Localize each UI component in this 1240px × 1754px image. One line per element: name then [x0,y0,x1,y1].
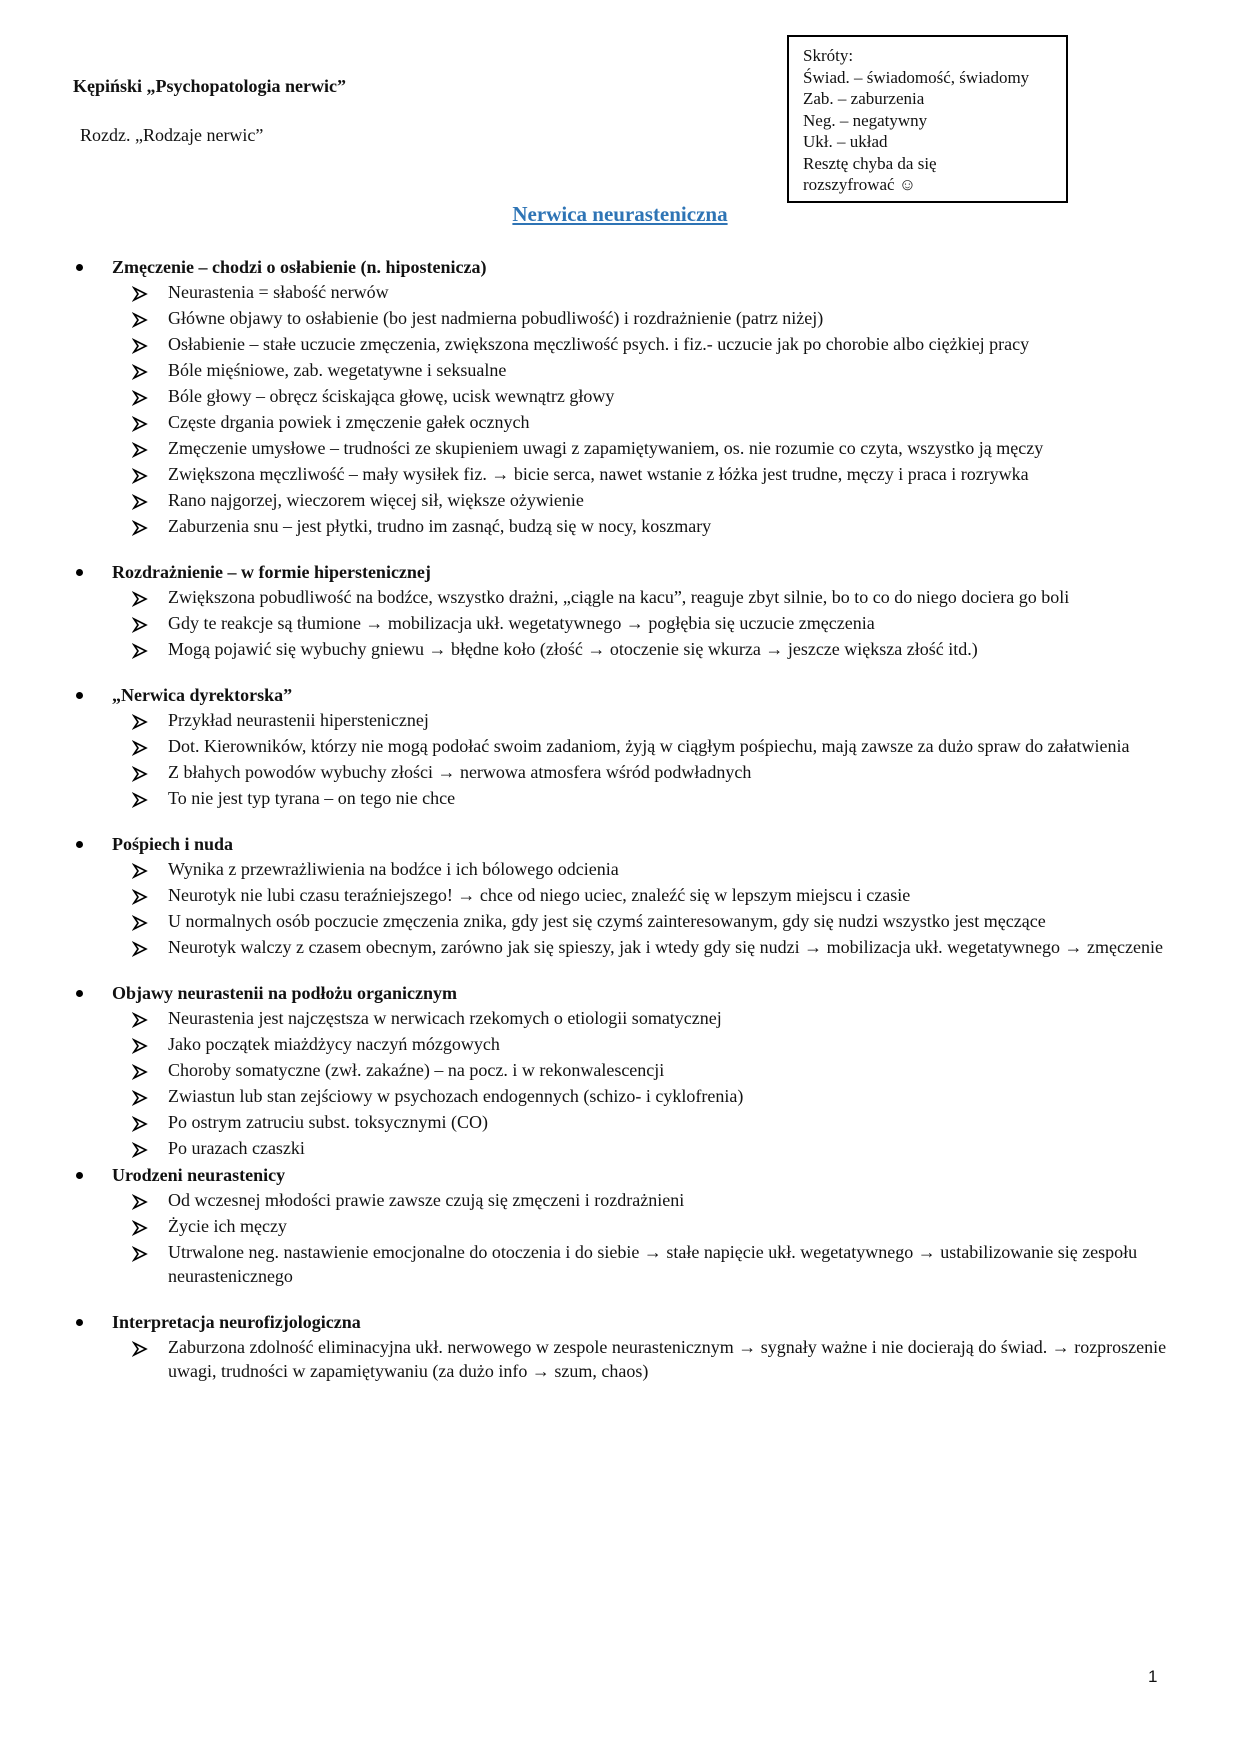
section-heading-text: „Nerwica dyrektorska” [112,685,293,705]
list-item-text: Jako początek miażdżycy naczyń mózgowych [168,1034,500,1054]
abbreviation-line: Świad. – świadomość, świadomy [803,67,1030,87]
arrow-bullet-icon [132,440,148,456]
list-item-text: Przykład neurastenii hiperstenicznej [168,710,429,730]
arrow-bullet-icon [132,1192,148,1208]
arrow-bullet-icon [132,1062,148,1078]
arrow-bullet-icon [132,712,148,728]
list-item [0,734,1240,758]
bullet-dot-icon [76,1172,83,1179]
list-item-text: Od wczesnej młodości prawie zawsze czują się zmęczeni i rozdrażnieni [168,1190,685,1210]
arrow-bullet-icon [132,887,148,903]
list-item-text: Po ostrym zatruciu subst. toksycznymi (CO) [168,1112,488,1132]
list-item [0,1058,1240,1082]
list-item-text: Neurotyk nie lubi czasu teraźniejszego! → chce od niego uciec, znaleźć się w lepszym miejscu i czasie [168,885,911,905]
bullet-dot-icon [76,264,83,271]
list-item-text: Bóle mięśniowe, zab. wegetatywne i seksualne [168,360,507,380]
list-item-text: To nie jest typ tyrana – on tego nie chce [168,788,456,808]
list-item [0,1188,1240,1212]
list-item-text: Główne objawy to osłabienie (bo jest nadmierna pobudliwość) i rozdrażnienie (patrz niżej) [168,308,824,328]
section-heading-text: Objawy neurastenii na podłożu organicznym [112,983,458,1003]
section-heading-text: Urodzeni neurastenicy [112,1165,286,1185]
arrow-bullet-icon [132,615,148,631]
list-item-text: Z błahych powodów wybuchy złości → nerwowa atmosfera wśród podwładnych [168,762,752,782]
list-item [0,786,1240,810]
list-item [0,1110,1240,1134]
list-item [0,436,1240,460]
list-item-text: Częste drgania powiek i zmęczenie gałek ocznych [168,412,530,432]
section-heading-text: Pośpiech i nuda [112,834,234,854]
main-heading-text: Nerwica neurasteniczna [512,202,728,226]
list-item [0,1240,1240,1288]
list-item-text: Neurastenia jest najczęstsza w nerwicach rzekomych o etiologii somatycznej [168,1008,722,1028]
list-item [0,384,1240,408]
list-item [0,1214,1240,1238]
section-heading [0,1309,1240,1335]
bullet-dot-icon [76,692,83,699]
section-heading-text: Zmęczenie – chodzi o osłabienie (n. hipostenicza) [112,257,487,277]
bullet-list [0,1006,1240,1160]
bullet-dot-icon [76,1319,83,1326]
section [0,1162,1240,1288]
arrow-bullet-icon [132,764,148,780]
list-item [0,514,1240,538]
arrow-bullet-icon [132,1244,148,1260]
list-item [0,358,1240,382]
arrow-bullet-icon [132,362,148,378]
arrow-bullet-icon [132,284,148,300]
list-item-text: Utrwalone neg. nastawienie emocjonalne do otoczenia i do siebie → stałe napięcie ukł. wegetatywnego → ustabilizowanie się zespołu neurastenicznego [168,1242,1138,1286]
list-item-text: Neurastenia = słabość nerwów [168,282,389,302]
arrow-bullet-icon [132,388,148,404]
abbreviation-line: Skróty: [803,46,854,65]
arrow-bullet-icon [132,939,148,955]
chapter-subtitle: Rozdz. „Rodzaje nerwic” [80,125,264,145]
arrow-bullet-icon [132,790,148,806]
list-item-text: Choroby somatyczne (zwł. zakaźne) – na pocz. i w rekonwalescencji [168,1060,665,1080]
arrow-bullet-icon [132,913,148,929]
list-item-text: Gdy te reakcje są tłumione → mobilizacja ukł. wegetatywnego → pogłębia się uczucie zmęczenia [168,613,875,633]
abbreviation-line: Zab. – zaburzenia [803,89,925,108]
main-heading [0,202,1240,227]
list-item-text: Mogą pojawić się wybuchy gniewu → błędne koło (złość → otoczenie się wkurza → jeszcze większa złość itd.) [168,639,978,659]
list-item-text: Zwiastun lub stan zejściowy w psychozach endogennych (schizo- i cyklofrenia) [168,1086,744,1106]
list-item [0,332,1240,356]
section [0,559,1240,661]
arrow-bullet-icon [132,641,148,657]
list-item-text: Zaburzenia snu – jest płytki, trudno im zasnąć, budzą się w nocy, koszmary [168,516,712,536]
list-item-text: Bóle głowy – obręcz ściskająca głowę, ucisk wewnątrz głowy [168,386,615,406]
bullet-list [0,857,1240,959]
abbreviation-line: Ukł. – układ [803,132,888,151]
arrow-bullet-icon [132,589,148,605]
list-item-text: Po urazach czaszki [168,1138,305,1158]
arrow-bullet-icon [132,861,148,877]
document-title: Kępiński „Psychopatologia nerwic” [73,76,347,96]
section-heading [0,831,1240,857]
arrow-bullet-icon [132,1339,148,1355]
bullet-list [0,585,1240,661]
section [0,831,1240,959]
list-item [0,1136,1240,1160]
section-heading [0,682,1240,708]
sections-list [0,254,1240,1404]
list-item [0,306,1240,330]
list-item [0,935,1240,959]
bullet-list [0,280,1240,538]
bullet-dot-icon [76,569,83,576]
arrow-bullet-icon [132,1036,148,1052]
list-item [0,280,1240,304]
arrow-bullet-icon [132,336,148,352]
section-heading [0,559,1240,585]
list-item [0,410,1240,434]
section-heading [0,254,1240,280]
list-item [0,488,1240,512]
page-number: 1 [1148,1667,1158,1686]
arrow-bullet-icon [132,738,148,754]
list-item [0,1032,1240,1056]
list-item-text: Rano najgorzej, wieczorem więcej sił, większe ożywienie [168,490,584,510]
list-item [0,611,1240,635]
section-heading-text: Interpretacja neurofizjologiczna [112,1312,361,1332]
list-item-text: U normalnych osób poczucie zmęczenia znika, gdy jest się czymś zainteresowanym, gdy się nudzi wszystko jest męczące [168,911,1046,931]
arrow-bullet-icon [132,1010,148,1026]
list-item [0,883,1240,907]
list-item-text: Zaburzona zdolność eliminacyjna ukł. nerwowego w zespole neurastenicznym → sygnały ważne i nie docierają do świad. → rozproszenie uwagi, trudności w zapamiętywaniu (za dużo info → szum, chaos) [168,1337,1167,1381]
arrow-bullet-icon [132,310,148,326]
abbreviation-line: Resztę chyba da się [803,153,937,173]
list-item-text: Wynika z przewrażliwienia na bodźce i ich bólowego odcienia [168,859,619,879]
list-item [0,637,1240,661]
bullet-dot-icon [76,841,83,848]
list-item-text: Zmęczenie umysłowe – trudności ze skupieniem uwagi z zapamiętywaniem, os. nie rozumie co czyta, wszystko ją męczy [168,438,1044,458]
arrow-bullet-icon [132,414,148,430]
section-heading [0,1162,1240,1188]
section [0,1309,1240,1383]
list-item [0,909,1240,933]
arrow-bullet-icon [132,1088,148,1104]
list-item [0,1006,1240,1030]
arrow-bullet-icon [132,1114,148,1130]
list-item [0,1335,1240,1383]
section-heading [0,980,1240,1006]
list-item-text: Zwiększona pobudliwość na bodźce, wszystko drażni, „ciągle na kacu”, reaguje zbyt silnie, bo to co do niego dociera go boli [168,587,1070,607]
abbreviations-box [787,35,1068,203]
list-item [0,857,1240,881]
arrow-bullet-icon [132,518,148,534]
list-item-text: Życie ich męczy [168,1216,287,1236]
list-item [0,760,1240,784]
list-item [0,708,1240,732]
arrow-bullet-icon [132,1140,148,1156]
section [0,682,1240,810]
arrow-bullet-icon [132,492,148,508]
bullet-list [0,708,1240,810]
list-item [0,1084,1240,1108]
bullet-list [0,1188,1240,1288]
list-item [0,462,1240,486]
abbreviation-line: Neg. – negatywny [803,110,928,130]
arrow-bullet-icon [132,1218,148,1234]
bullet-list [0,1335,1240,1383]
list-item-text: Dot. Kierowników, którzy nie mogą podołać swoim zadaniom, żyją w ciągłym pośpiechu, mają zawsze za dużo spraw do załatwienia [168,736,1130,756]
section-heading-text: Rozdrażnienie – w formie hiperstenicznej [112,562,431,582]
list-item-text: Neurotyk walczy z czasem obecnym, zarówno jak się spieszy, jak i wtedy gdy się nudzi → mobilizacja ukł. wegetatywnego → zmęczenie [168,937,1163,957]
list-item-text: Osłabienie – stałe uczucie zmęczenia, zwiększona męczliwość psych. i fiz.- uczucie jak po chorobie albo ciężkiej pracy [168,334,1030,354]
bullet-dot-icon [76,990,83,997]
list-item-text: Zwiększona męczliwość – mały wysiłek fiz. → bicie serca, nawet wstanie z łóżka jest trudne, męczy i praca i rozrywka [168,464,1029,484]
arrow-bullet-icon [132,466,148,482]
section [0,980,1240,1160]
list-item [0,585,1240,609]
section [0,254,1240,538]
abbreviation-line: rozszyfrować ☺ [803,175,917,194]
